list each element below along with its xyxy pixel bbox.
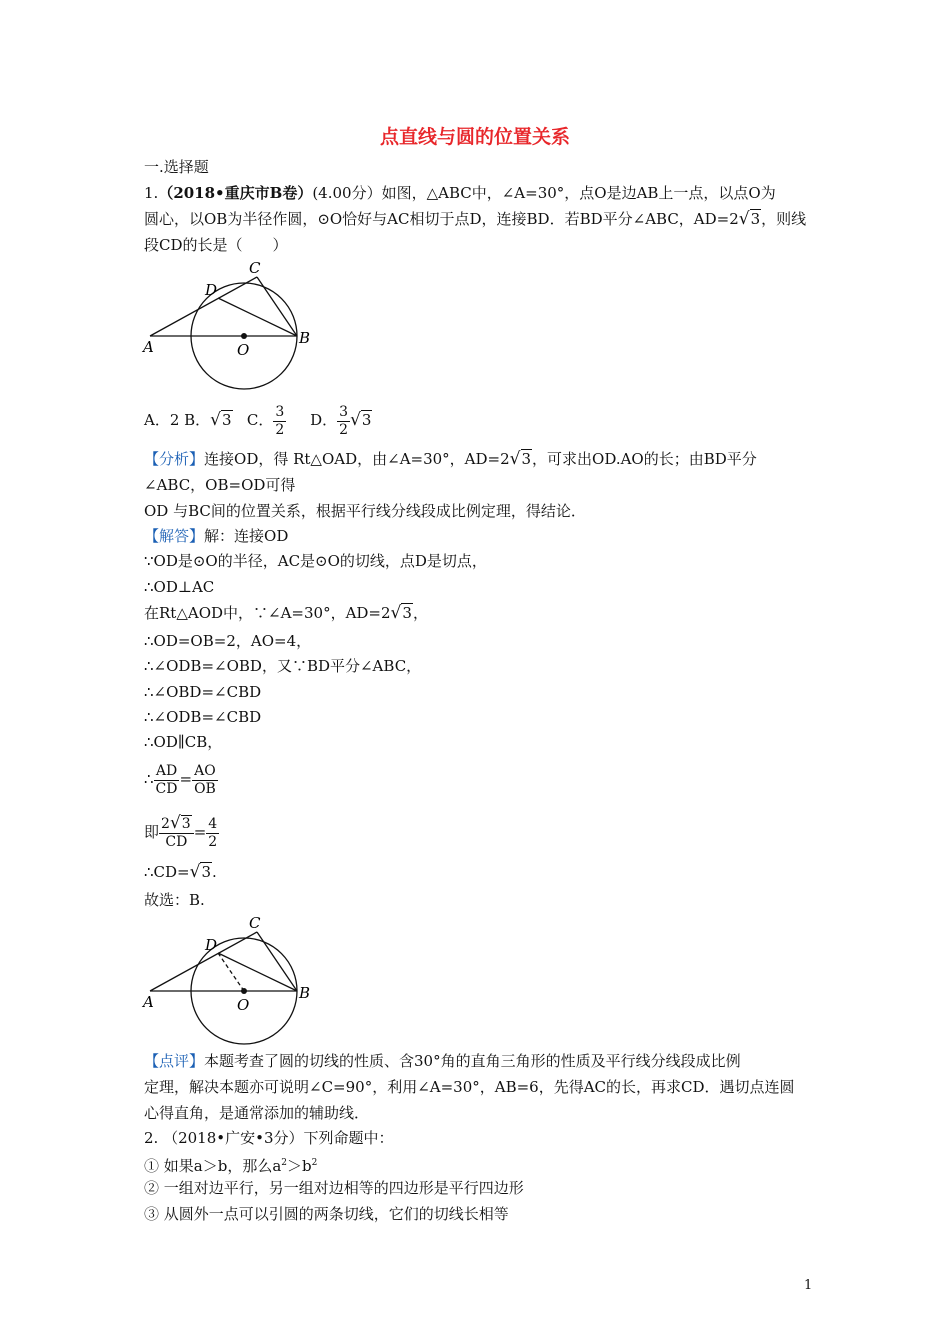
label-b: B (299, 984, 311, 1002)
solution-answer: 故选：B. (144, 891, 205, 909)
q2-line1: 2. （2018•广安•3分）下列命题中： (144, 1129, 394, 1147)
page-number: 1 (804, 1278, 813, 1293)
comment-tag: 【点评】 (144, 1052, 205, 1070)
q1-line3: 段CD的长是（ ） (144, 236, 288, 254)
analysis-tag: 【分析】 (144, 450, 205, 468)
fraction-3-2: $\frac{3}{2}$ (275, 403, 285, 438)
solution-line9: ∴OD∥CB， (144, 733, 223, 751)
segment-ac (150, 277, 257, 336)
q1-line2: 圆心，以OB为半径作圆，⊙O恰好与AC相切于点D，连接BD．若BD平分∠ABC，AD=2√3，则线 (144, 209, 807, 229)
solution-proportion: ∴ $\frac{AD}{CD}$ = $\frac{AO}{OB}$ (144, 762, 216, 797)
analysis-line2: ∠ABC，OB=OD可得 (144, 476, 296, 494)
solution-line7: ∴∠OBD=∠CBD (144, 683, 262, 701)
q1-line1: 1.（2018•重庆市B卷）(4.00分）如图，△ABC中，∠A=30°，点O是边AB上一点，以点O为 (144, 184, 776, 202)
label-c: C (249, 259, 261, 277)
comment-line2: 定理，解决本题亦可说明∠C=90°，利用∠A=30°，AB=6，先得AC的长，再求CD．遇切点连圆 (144, 1078, 795, 1096)
solution-line3: ∴OD⊥AC (144, 578, 215, 596)
sqrt: √3 (738, 209, 761, 229)
segment-cb (257, 277, 297, 336)
analysis-line3: OD 与BC间的位置关系，根据平行线分线段成比例定理，得结论． (144, 502, 586, 520)
label-a: A (143, 338, 154, 356)
label-c: C (249, 914, 261, 932)
solution-tag: 【解答】 (144, 527, 205, 545)
label-d: D (205, 936, 218, 954)
solution-line5: ∴OD=OB=2，AO=4， (144, 632, 312, 650)
solution-line2: ∵OD是⊙O的半径，AC是⊙O的切线，点D是切点， (144, 552, 487, 570)
solution-line1: 【解答】解：连接OD (144, 527, 289, 545)
q2-line2: ① 如果a＞b，那么$a^2>b^2$ (144, 1157, 318, 1175)
center-point (241, 988, 247, 994)
figure-1-geometry (140, 255, 320, 395)
comment-line3: 心得直角，是通常添加的辅助线． (144, 1104, 370, 1122)
q2-line3: ② 一组对边平行，另一组对边相等的四边形是平行四边形 (144, 1179, 524, 1197)
label-a: A (143, 993, 154, 1011)
section-heading: 一.选择题 (144, 158, 209, 176)
solution-line8: ∴∠ODB=∠CBD (144, 708, 262, 726)
q2-line4: ③ 从圆外一点可以引圆的两条切线，它们的切线长相等 (144, 1205, 509, 1223)
analysis-line1: 【分析】连接OD，得 Rt△OAD，由∠A=30°，AD=2√3，可求出OD.AO的长；由BD平分 (144, 449, 757, 469)
segment-db (218, 298, 297, 336)
label-b: B (299, 329, 311, 347)
solution-line4: 在Rt△AOD中，∵∠A=30°，AD=2√3， (144, 603, 428, 623)
segment-ac (150, 932, 257, 991)
segment-db (218, 953, 297, 991)
label-o: O (237, 341, 250, 359)
label-d: D (205, 281, 218, 299)
solution-line6: ∴∠ODB=∠OBD，又∵BD平分∠ABC， (144, 657, 422, 675)
q1-source: （2018•重庆市B卷） (158, 184, 313, 202)
segment-cb (257, 932, 297, 991)
figure-2-geometry (140, 910, 320, 1050)
center-point (241, 333, 247, 339)
solution-substitution: 即 $\frac{2√3}{CD}$ = $\frac{4}{2}$ (144, 813, 218, 850)
label-o: O (237, 996, 250, 1014)
comment-line1: 【点评】本题考查了圆的切线的性质、含30°角的直角三角形的性质及平行线分线段成比例 (144, 1052, 741, 1070)
q1-options: A．2 B．√3 C． $\frac{3}{2}$ D． $\frac{3}{2}$ √3 (144, 403, 372, 438)
page-title: 点直线与圆的位置关系 (379, 126, 570, 148)
solution-line12: ∴CD=√3. (144, 862, 217, 882)
